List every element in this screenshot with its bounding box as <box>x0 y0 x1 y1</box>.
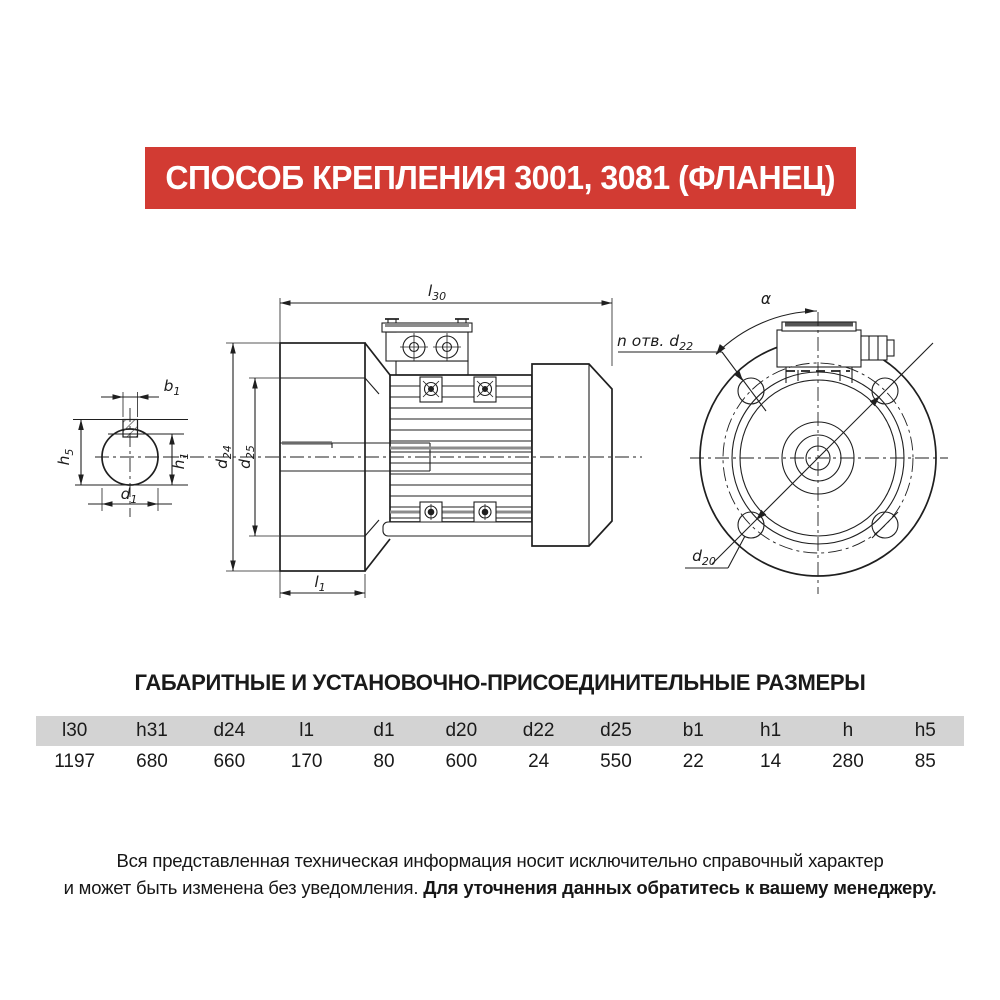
table-header-cell: d1 <box>373 720 395 741</box>
table-header-cell: l30 <box>61 720 88 741</box>
dim-label-l1: $l_1$ <box>314 573 326 594</box>
table-header-cell: h5 <box>914 720 936 741</box>
table-value-row <box>36 746 964 777</box>
table-header-cell: d24 <box>213 720 246 741</box>
disclaimer-line1: Вся представленная техническая информация носит исключительно справочный характер <box>116 850 884 871</box>
dim-label-n-holes-d22: n отв. $d_{22}$ <box>617 332 694 353</box>
table-value-cell: 550 <box>600 750 632 772</box>
table-value-cell: 1197 <box>54 750 96 772</box>
page-title: СПОСОБ КРЕПЛЕНИЯ 3001, 3081 (ФЛАНЕЦ) <box>165 159 836 196</box>
table-value-cell: 24 <box>528 750 550 772</box>
motor-side-view <box>165 282 642 598</box>
table-header-cell: d25 <box>600 720 632 741</box>
dim-label-alpha: α <box>760 290 772 308</box>
table-header-cell: h <box>842 720 854 741</box>
table-value-cell: 22 <box>682 750 704 772</box>
table-value-cell: 660 <box>213 750 246 772</box>
table-value-cell: 600 <box>445 750 478 772</box>
table-header-cell: h31 <box>136 720 168 741</box>
table-header-cell: l1 <box>299 720 315 741</box>
dim-label-b1: $b_1$ <box>163 377 181 398</box>
disclaimer <box>0 847 1000 901</box>
dim-label-d1: $d_1$ <box>120 485 138 506</box>
table-header-row <box>36 716 964 746</box>
shaft-section-view <box>55 377 191 517</box>
dim-label-h5: $h_5$ <box>55 448 76 466</box>
flange-face-view <box>617 290 948 594</box>
table-value-cell: 14 <box>760 750 782 772</box>
table-header-cell: h1 <box>760 720 782 741</box>
table-value-cell: 85 <box>914 750 936 772</box>
dim-label-d24: $d_{24}$ <box>213 445 234 469</box>
table-header-cell: b1 <box>682 720 704 741</box>
table-value-cell: 80 <box>373 750 395 772</box>
dim-label-l30: $l_{30}$ <box>427 282 447 303</box>
table-value-cell: 680 <box>136 750 168 772</box>
dimensions-table <box>36 716 964 777</box>
table-value-cell: 280 <box>832 750 864 772</box>
table-header-cell: d20 <box>445 720 478 741</box>
section-title: ГАБАРИТНЫЕ И УСТАНОВОЧНО-ПРИСОЕДИНИТЕЛЬНЫЕ РАЗМЕРЫ <box>134 670 866 695</box>
disclaimer-line2: и может быть изменена без уведомления. Для уточнения данных обратитесь к вашему менеджеру. <box>63 877 937 898</box>
table-header-cell: d22 <box>522 720 555 741</box>
dim-label-d20: $d_{20}$ <box>692 547 716 568</box>
drawing-area <box>0 260 1000 650</box>
table-value-cell: 170 <box>290 750 323 772</box>
technical-drawing <box>0 260 1000 650</box>
dim-label-h1: $h_1$ <box>170 452 191 470</box>
dim-label-d25: $d_{25}$ <box>236 445 257 469</box>
title-banner <box>145 147 856 209</box>
